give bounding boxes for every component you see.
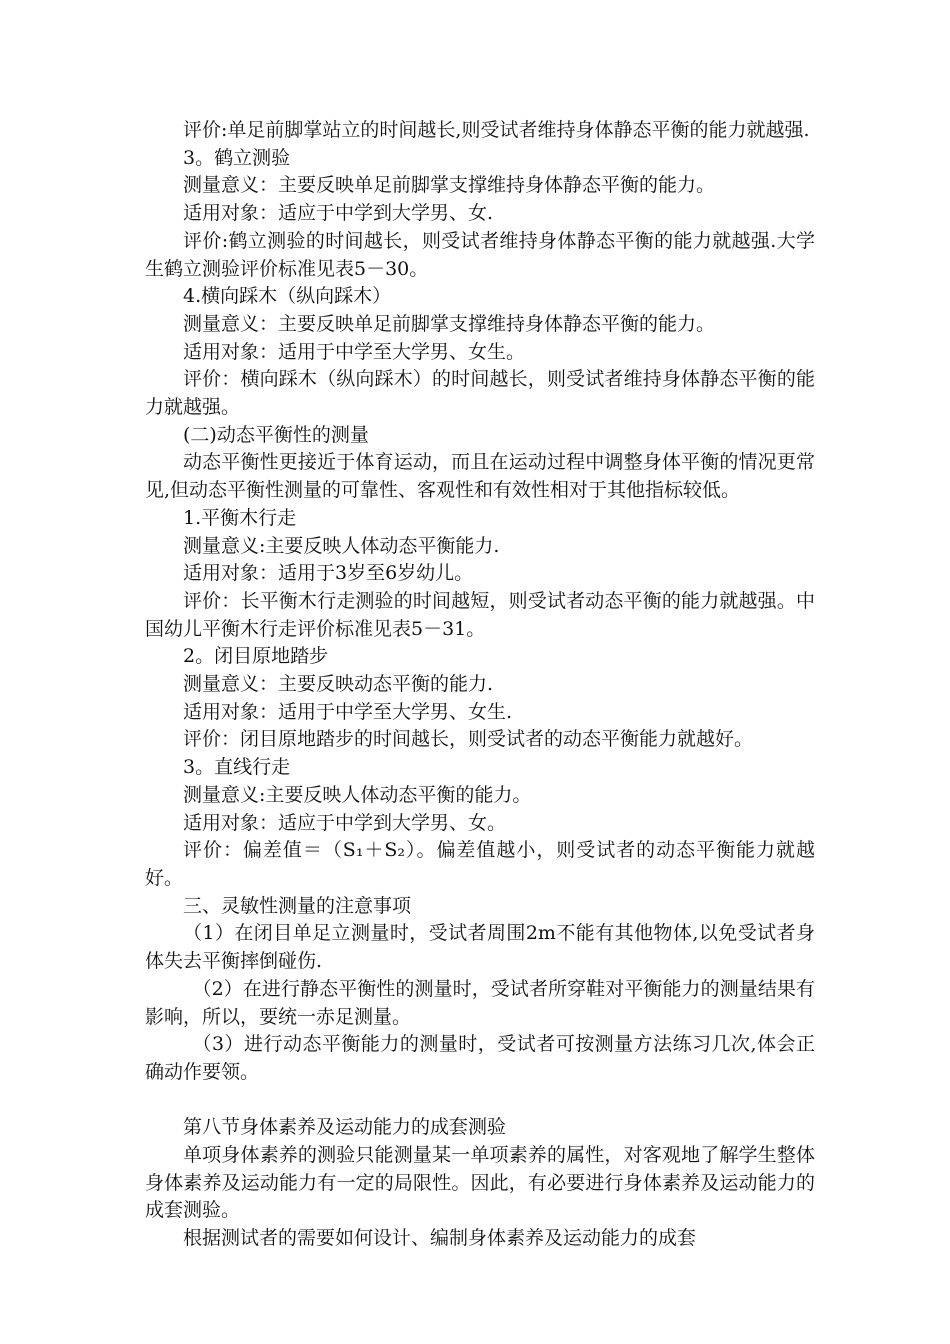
paragraph-beam-subjects: 适用对象：适用于中学至大学男、女生。	[183, 340, 526, 363]
paragraph-section-intro: 单项身体素养的测验只能测量某一单项素养的属性，对客观地了解学生整体身体素养及运动能力有一定的局限性。因此，有必要进行身体素养及运动能力的成套测验。	[145, 1144, 815, 1222]
paragraph-dynamic-intro: 动态平衡性更接近于体育运动，而且在运动过程中调整身体平衡的情况更常见,但动态平衡性测量的可靠性、客观性和有效性相对于其他指标较低。	[145, 451, 815, 502]
paragraph-crane-purpose: 测量意义：主要反映单足前脚掌支撑维持身体静态平衡的能力。	[183, 174, 716, 197]
paragraph-stepping-evaluation: 评价：闭目原地踏步的时间越长，则受试者的动态平衡能力就越好。	[183, 728, 754, 751]
paragraph-beam-evaluation: 评价：横向踩木（纵向踩木）的时间越长，则受试者维持身体静态平衡的能力就越强。	[145, 368, 815, 419]
paragraph-balance-evaluation: 评价:单足前脚掌站立的时间越长,则受试者维持身体静态平衡的能力就越强.	[183, 119, 810, 141]
paragraph-note-3: （3）进行动态平衡能力的测量时，受试者可按测量方法练习几次,体会正确动作要领。	[145, 1033, 815, 1083]
paragraph-note-2: （2）在进行静态平衡性的测量时，受试者所穿鞋对平衡能力的测量结果有影响，所以，要统一赤足测量。	[145, 977, 815, 1028]
heading-agility-notes: 三、灵敏性测量的注意事项	[183, 894, 412, 917]
paragraph-section-continued: 根据测试者的需要如何设计、编制身体素养及运动能力的成套	[183, 1227, 697, 1250]
paragraph-note-1: （1）在闭目单足立测量时，受试者周围2m不能有其他物体,以免受试者身体失去平衡摔倒碰伤.	[145, 922, 815, 973]
paragraph-crane-subjects: 适用对象：适应于中学到大学男、女.	[183, 202, 494, 225]
paragraph-crane-evaluation: 评价:鹤立测验的时间越长，则受试者维持身体静态平衡的能力就越强.大学生鹤立测验评价标准见表5－30。	[145, 229, 815, 280]
heading-eyes-closed-stepping: 2。闭目原地踏步	[183, 645, 329, 668]
paragraph-stepping-purpose: 测量意义：主要反映动态平衡的能力.	[183, 673, 494, 696]
heading-balance-beam-walk: 1.平衡木行走	[183, 506, 297, 529]
heading-crane-stand-test: 3。鹤立测验	[183, 146, 291, 169]
document-body	[145, 117, 815, 1253]
paragraph-line-purpose: 测量意义:主要反映人体动态平衡的能力。	[183, 783, 532, 806]
heading-straight-line-walk: 3。直线行走	[183, 756, 291, 779]
paragraph-walk-subjects: 适用对象：适用于3岁至6岁幼儿。	[183, 562, 474, 585]
section-heading: 第八节身体素养及运动能力的成套测验	[183, 1116, 507, 1139]
paragraph-line-evaluation: 评价：偏差值＝（S₁＋S₂）。偏差值越小，则受试者的动态平衡能力就越好。	[145, 839, 815, 889]
paragraph-walk-purpose: 测量意义:主要反映人体动态平衡能力.	[183, 534, 500, 557]
paragraph-beam-purpose: 测量意义：主要反映单足前脚掌支撑维持身体静态平衡的能力。	[183, 312, 716, 335]
paragraph-walk-evaluation: 评价：长平衡木行走测验的时间越短，则受试者动态平衡的能力就越强。中国幼儿平衡木行走评价标准见表5－31。	[145, 589, 815, 640]
blank-line	[145, 1087, 815, 1115]
paragraph-stepping-subjects: 适用对象：适用于中学至大学男、女生.	[183, 700, 513, 723]
heading-beam-stand-test: 4.横向踩木（纵向踩木）	[183, 285, 392, 308]
heading-dynamic-balance: (二)动态平衡性的测量	[183, 423, 369, 446]
paragraph-line-subjects: 适用对象：适应于中学到大学男、女。	[183, 811, 507, 834]
